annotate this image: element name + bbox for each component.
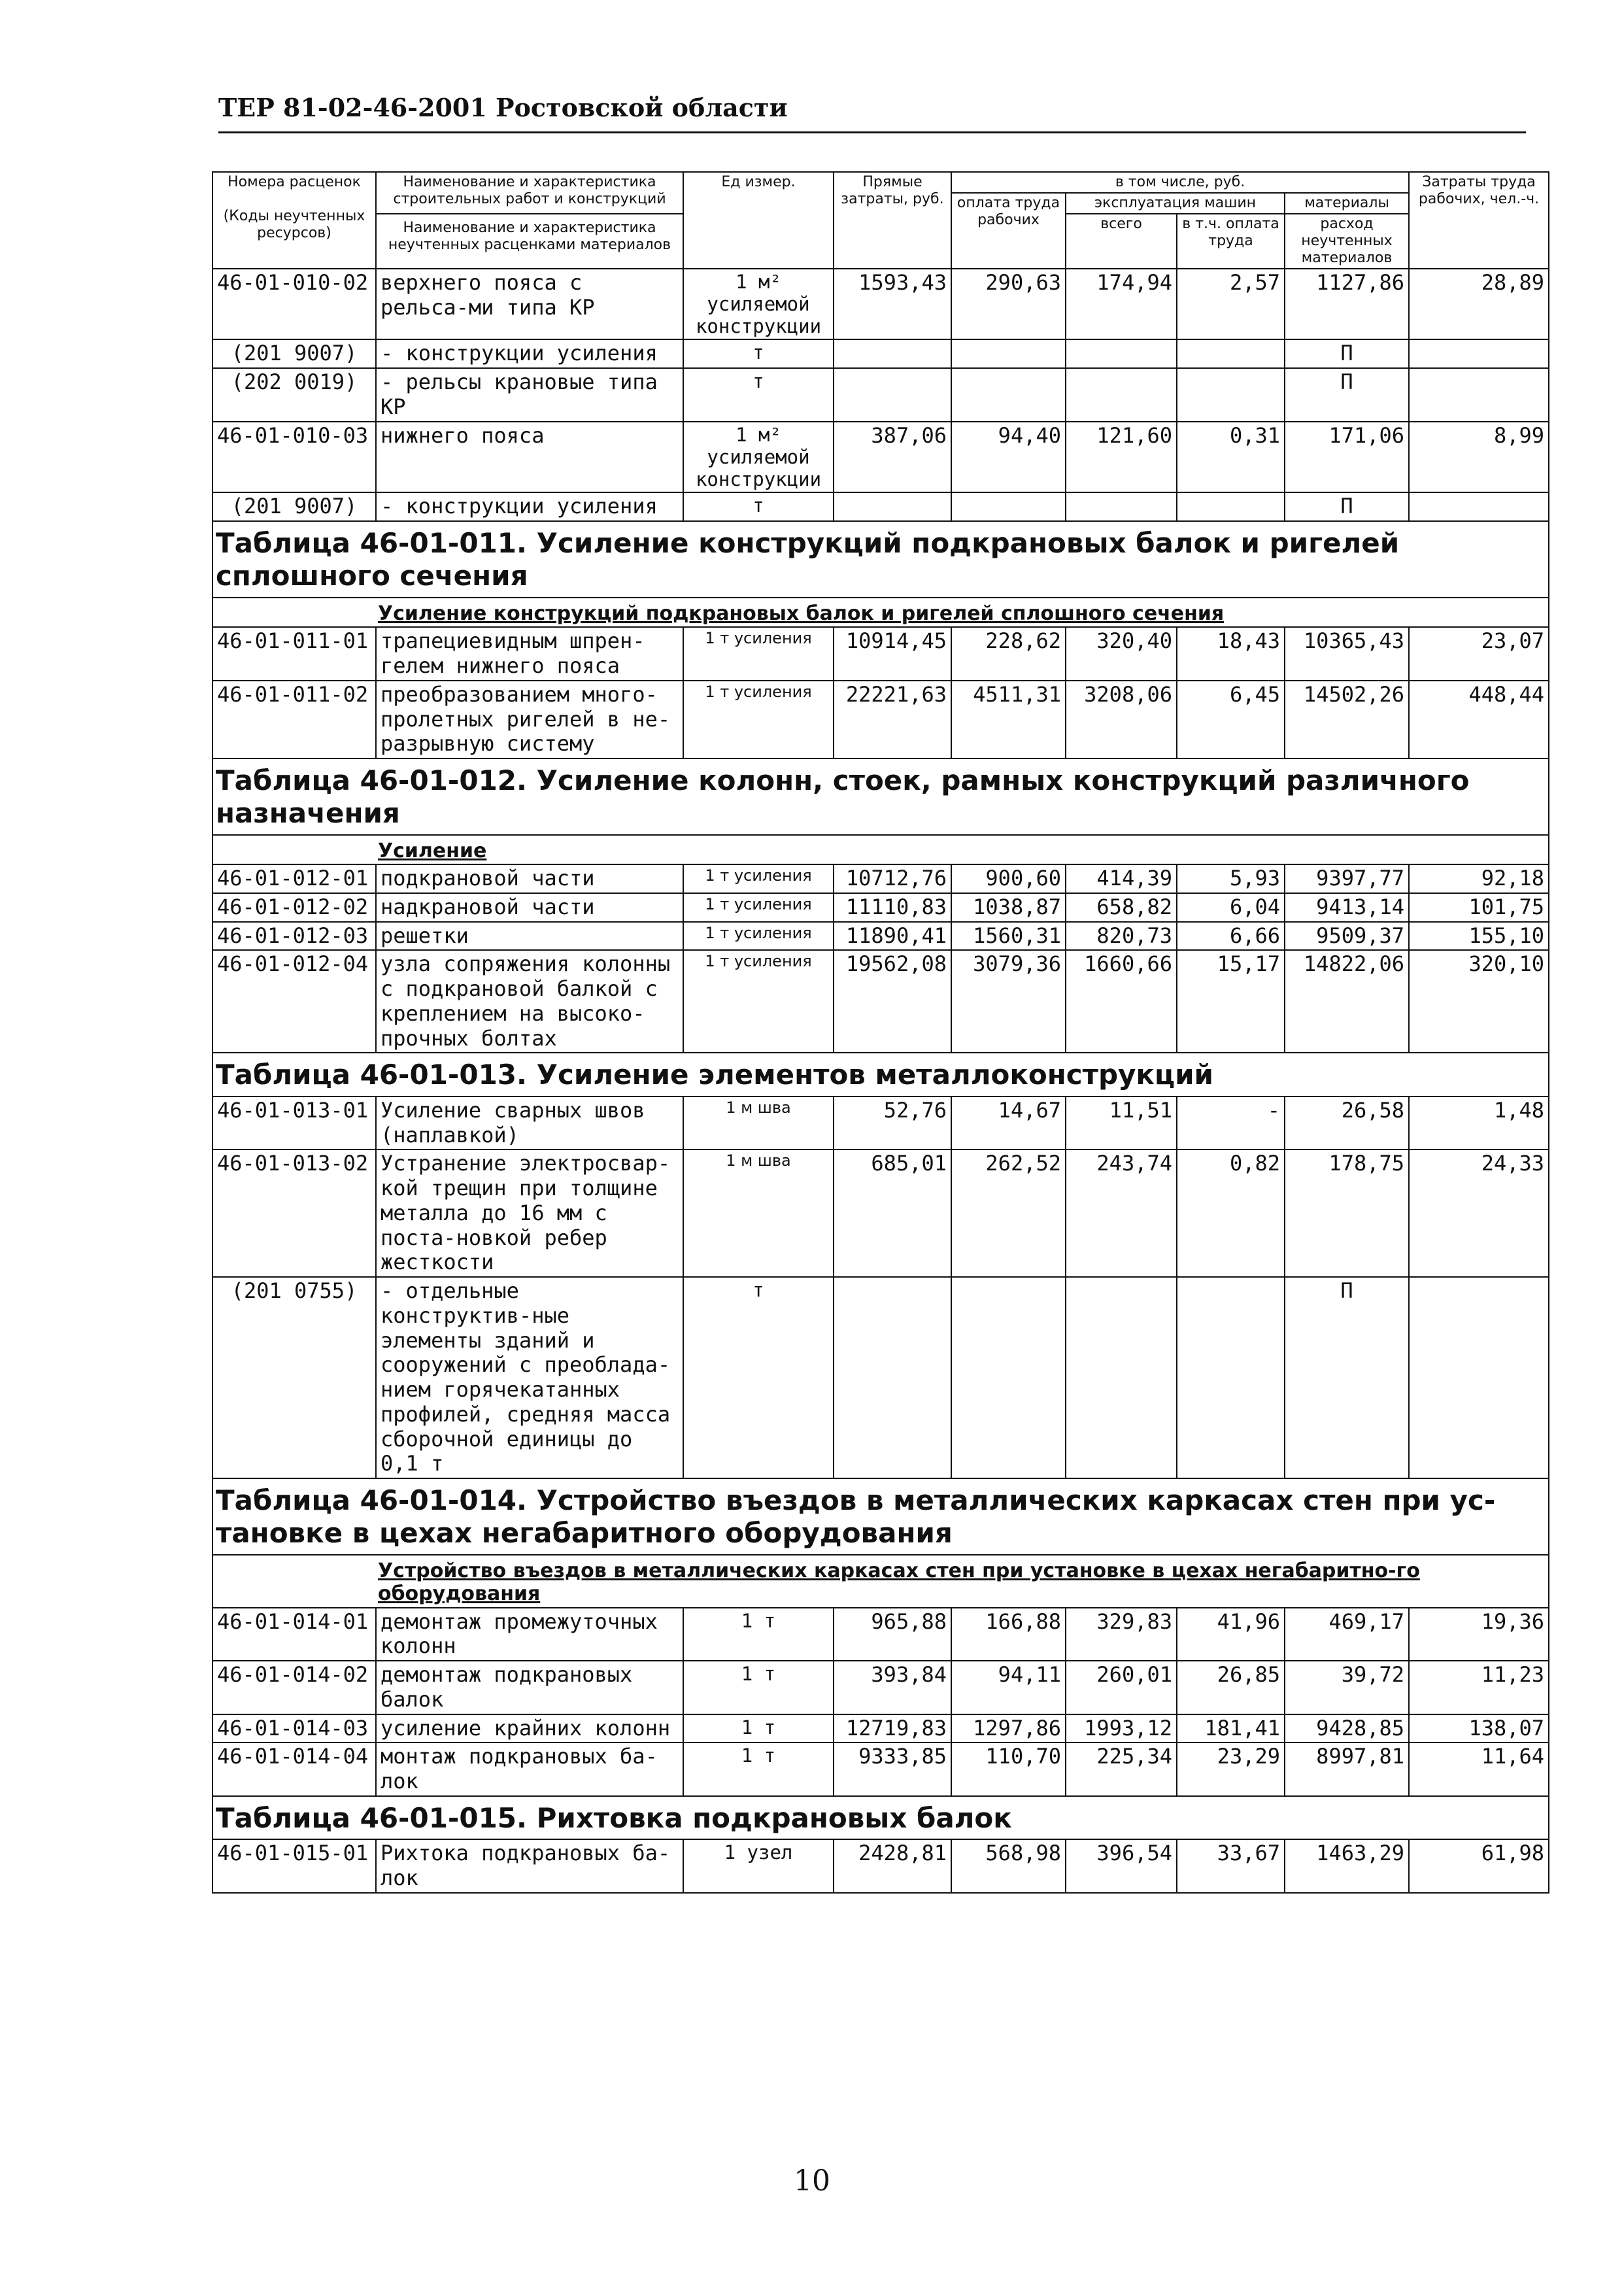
row-labor-pay [951,339,1066,368]
row-materials: 469,17 [1285,1608,1409,1661]
row-unit: 1 м² усиляемой конструкции [683,422,834,493]
row-direct-cost: 10914,45 [834,627,951,681]
row-code: 46-01-014-04 [212,1742,376,1796]
table-row [212,864,1549,893]
row-labor-pay [951,492,1066,521]
row-labor-hours: 1,48 [1409,1096,1549,1150]
row-labor-hours [1409,492,1549,521]
row-unit: 1 м шва [683,1096,834,1150]
row-machines-pay: 18,43 [1177,627,1285,681]
table-row [212,1149,1549,1277]
row-materials: 14502,26 [1285,681,1409,758]
row-labor-hours: 155,10 [1409,922,1549,951]
row-direct-cost: 393,84 [834,1661,951,1714]
table-row [212,681,1549,758]
row-machines-pay: 6,66 [1177,922,1285,951]
row-code: 46-01-010-02 [212,269,376,340]
row-materials: 9397,77 [1285,864,1409,893]
row-materials: 1463,29 [1285,1839,1409,1893]
table-row [212,1608,1549,1661]
row-labor-pay: 94,40 [951,422,1066,493]
section-table-011-title: Таблица 46-01-011. Усиление конструкций подкрановых балок и ригелей сплошного сечения [212,521,1549,598]
row-code: (201 9007) [212,492,376,521]
row-machines-total [1066,368,1177,422]
row-machines-total [1066,339,1177,368]
row-name: усиление крайних колонн [376,1714,683,1743]
row-labor-pay: 900,60 [951,864,1066,893]
table-row [212,1839,1549,1893]
row-code: (202 0019) [212,368,376,422]
row-machines-total: 243,74 [1066,1149,1177,1277]
row-code: 46-01-011-01 [212,627,376,681]
row-direct-cost [834,368,951,422]
row-machines-total: 414,39 [1066,864,1177,893]
row-labor-pay: 1297,86 [951,1714,1066,1743]
row-machines-pay: 181,41 [1177,1714,1285,1743]
col-code-bottom: (Коды неучтенных ресурсов) [223,207,365,241]
row-code: (201 9007) [212,339,376,368]
section-table-015-title: Таблица 46-01-015. Рихтовка подкрановых балок [212,1796,1549,1839]
row-direct-cost: 965,88 [834,1608,951,1661]
row-unit: 1 т усиления [683,893,834,922]
row-direct-cost [834,339,951,368]
col-code-top: Номера расценок [228,174,361,190]
section-table-012 [212,758,1549,835]
row-unit: 1 т усиления [683,681,834,758]
row-direct-cost: 22221,63 [834,681,951,758]
section-table-014 [212,1478,1549,1555]
row-materials: 9509,37 [1285,922,1409,951]
row-name: Усиление сварных швов (наплавкой) [376,1096,683,1150]
row-labor-hours: 11,23 [1409,1661,1549,1714]
row-unit: 1 т усиления [683,864,834,893]
row-machines-pay: 41,96 [1177,1608,1285,1661]
row-machines-pay: 0,31 [1177,422,1285,493]
subsection-table-014-text: Устройство въездов в металлических каркасах стен при установке в цехах негабаритно-го оборудования [212,1555,1549,1608]
col-unit-header: Ед измер. [683,172,834,269]
row-materials: 171,06 [1285,422,1409,493]
subsection-table-012-text: Усиление [212,835,1549,864]
row-code: (201 0755) [212,1277,376,1478]
row-direct-cost: 10712,76 [834,864,951,893]
col-code-header [212,172,376,269]
section-table-015 [212,1796,1549,1839]
row-machines-total: 174,94 [1066,269,1177,340]
row-materials: 26,58 [1285,1096,1409,1150]
row-labor-pay: 14,67 [951,1096,1066,1150]
row-machines-pay: 5,93 [1177,864,1285,893]
row-machines-pay: 23,29 [1177,1742,1285,1796]
row-labor-hours: 61,98 [1409,1839,1549,1893]
row-code: 46-01-014-02 [212,1661,376,1714]
row-name: - конструкции усиления [376,339,683,368]
row-labor-pay: 4511,31 [951,681,1066,758]
row-direct-cost: 387,06 [834,422,951,493]
row-name: трапециевидным шпрен-гелем нижнего пояса [376,627,683,681]
row-code: 46-01-012-03 [212,922,376,951]
table-row [212,1742,1549,1796]
row-unit: 1 т усиления [683,627,834,681]
row-code: 46-01-011-02 [212,681,376,758]
row-materials: 8997,81 [1285,1742,1409,1796]
row-labor-hours: 8,99 [1409,422,1549,493]
row-materials: П [1285,368,1409,422]
subsection-table-014 [212,1555,1549,1608]
row-unit: т [683,492,834,521]
row-name: верхнего пояса с рельса-ми типа КР [376,269,683,340]
table-row [212,1661,1549,1714]
table-row [212,1096,1549,1150]
row-machines-pay: 6,45 [1177,681,1285,758]
row-code: 46-01-013-02 [212,1149,376,1277]
row-labor-pay: 568,98 [951,1839,1066,1893]
row-machines-total: 658,82 [1066,893,1177,922]
row-direct-cost: 11110,83 [834,893,951,922]
row-materials: 9413,14 [1285,893,1409,922]
row-labor-pay: 228,62 [951,627,1066,681]
row-direct-cost: 52,76 [834,1096,951,1150]
row-direct-cost: 9333,85 [834,1742,951,1796]
row-code: 46-01-014-01 [212,1608,376,1661]
row-labor-hours [1409,368,1549,422]
col-name-bottom: Наименование и характеристика неучтенных расценками материалов [377,213,683,254]
row-direct-cost: 1593,43 [834,269,951,340]
row-machines-total: 820,73 [1066,922,1177,951]
row-direct-cost: 19562,08 [834,950,951,1053]
row-machines-total: 11,51 [1066,1096,1177,1150]
section-table-013 [212,1053,1549,1096]
row-materials: 178,75 [1285,1149,1409,1277]
row-machines-pay: 15,17 [1177,950,1285,1053]
row-labor-pay: 3079,36 [951,950,1066,1053]
price-table [212,171,1549,1894]
row-machines-total: 3208,06 [1066,681,1177,758]
row-code: 46-01-012-01 [212,864,376,893]
row-machines-pay [1177,339,1285,368]
page-header: ТЕР 81-02-46-2001 Ростовской области [218,93,1526,133]
row-name: узла сопряжения колонны с подкрановой балкой с креплением на высоко-прочных болтах [376,950,683,1053]
row-code: 46-01-010-03 [212,422,376,493]
row-materials: П [1285,1277,1409,1478]
row-machines-total: 1993,12 [1066,1714,1177,1743]
row-materials: 10365,43 [1285,627,1409,681]
row-labor-hours: 24,33 [1409,1149,1549,1277]
row-machines-total [1066,1277,1177,1478]
row-machines-total: 260,01 [1066,1661,1177,1714]
row-materials: 9428,85 [1285,1714,1409,1743]
row-unit: т [683,368,834,422]
table-row [212,1277,1549,1478]
row-machines-pay: 6,04 [1177,893,1285,922]
table-row [212,422,1549,493]
row-labor-hours [1409,339,1549,368]
col-laborpay-header: оплата труда рабочих [951,193,1066,269]
subsection-table-011-text: Усиление конструкций подкрановых балок и ригелей сплошного сечения [212,598,1549,627]
row-name: нижнего пояса [376,422,683,493]
row-name: демонтаж промежуточных колонн [376,1608,683,1661]
row-labor-hours: 138,07 [1409,1714,1549,1743]
row-machines-pay: - [1177,1096,1285,1150]
row-machines-total: 225,34 [1066,1742,1177,1796]
row-name: Рихтока подкрановых ба-лок [376,1839,683,1893]
page-number: 10 [794,2164,830,2198]
row-labor-pay [951,368,1066,422]
col-labor-header: Затраты труда рабочих, чел.-ч. [1409,172,1549,269]
section-table-011 [212,521,1549,598]
col-materials-header: материалы [1285,193,1409,214]
section-table-014-title: Таблица 46-01-014. Устройство въездов в металлических каркасах стен при ус-тановке в цехах негабаритного оборудования [212,1478,1549,1555]
section-table-013-title: Таблица 46-01-013. Усиление элементов металлоконструкций [212,1053,1549,1096]
table-header-row-1 [212,172,1549,193]
row-unit: 1 узел [683,1839,834,1893]
col-incl-header: в том числе, руб. [951,172,1409,193]
row-labor-pay [951,1277,1066,1478]
price-table-sheet [212,171,1548,1894]
row-name: Устранение электросвар-кой трещин при толщине металла до 16 мм с поста-новкой ребер жесткости [376,1149,683,1277]
row-machines-pay: 2,57 [1177,269,1285,340]
row-labor-hours: 28,89 [1409,269,1549,340]
section-table-012-title: Таблица 46-01-012. Усиление колонн, стоек, рамных конструкций различного назначения [212,758,1549,835]
row-machines-total: 320,40 [1066,627,1177,681]
col-direct-header: Прямые затраты, руб. [834,172,951,269]
subsection-table-011 [212,598,1549,627]
row-code: 46-01-013-01 [212,1096,376,1150]
table-row [212,492,1549,521]
row-unit: 1 т [683,1742,834,1796]
row-labor-pay: 1560,31 [951,922,1066,951]
row-machines-pay [1177,1277,1285,1478]
table-row [212,269,1549,340]
row-machines-pay [1177,368,1285,422]
row-code: 46-01-012-02 [212,893,376,922]
row-unit: 1 т усиления [683,922,834,951]
row-code: 46-01-015-01 [212,1839,376,1893]
row-unit: 1 м шва [683,1149,834,1277]
row-name: надкрановой части [376,893,683,922]
row-name: демонтаж подкрановых балок [376,1661,683,1714]
row-labor-pay: 94,11 [951,1661,1066,1714]
col-materials-sub-header: расход неучтенных материалов [1285,214,1409,269]
row-materials: 39,72 [1285,1661,1409,1714]
row-materials: П [1285,339,1409,368]
row-unit: 1 т [683,1661,834,1714]
row-labor-hours: 23,07 [1409,627,1549,681]
row-machines-pay: 33,67 [1177,1839,1285,1893]
table-row [212,922,1549,951]
table-row [212,1714,1549,1743]
col-name-top: Наименование и характеристика строительных работ и конструкций [393,174,666,207]
row-machines-total: 1660,66 [1066,950,1177,1053]
row-unit: т [683,339,834,368]
row-labor-hours: 92,18 [1409,864,1549,893]
row-direct-cost [834,492,951,521]
row-labor-hours: 11,64 [1409,1742,1549,1796]
row-labor-pay: 290,63 [951,269,1066,340]
col-machines-header: эксплуатация машин [1066,193,1285,214]
row-direct-cost: 12719,83 [834,1714,951,1743]
col-name-header [376,172,683,269]
col-machines-incl-header: в т.ч. оплата труда [1177,214,1285,269]
row-direct-cost: 11890,41 [834,922,951,951]
row-materials: 14822,06 [1285,950,1409,1053]
row-name: подкрановой части [376,864,683,893]
row-unit: 1 т усиления [683,950,834,1053]
col-machines-total-header: всего [1066,214,1177,269]
row-labor-hours: 101,75 [1409,893,1549,922]
row-labor-hours: 19,36 [1409,1608,1549,1661]
row-name: монтаж подкрановых ба-лок [376,1742,683,1796]
table-row [212,339,1549,368]
row-direct-cost [834,1277,951,1478]
table-row [212,627,1549,681]
row-labor-pay: 262,52 [951,1149,1066,1277]
table-row [212,368,1549,422]
table-row [212,950,1549,1053]
row-code: 46-01-014-03 [212,1714,376,1743]
row-materials: 1127,86 [1285,269,1409,340]
row-name: - отдельные конструктив-ные элементы зданий и сооружений с преоблада-нием горячекатанных профилей, средняя масса сборочной единицы до 0,1 т [376,1277,683,1478]
row-direct-cost: 685,01 [834,1149,951,1277]
row-machines-pay: 26,85 [1177,1661,1285,1714]
row-machines-total: 121,60 [1066,422,1177,493]
row-machines-total: 396,54 [1066,1839,1177,1893]
row-direct-cost: 2428,81 [834,1839,951,1893]
row-unit: т [683,1277,834,1478]
row-machines-pay: 0,82 [1177,1149,1285,1277]
row-name: преобразованием много-пролетных ригелей в не-разрывную систему [376,681,683,758]
row-labor-hours: 320,10 [1409,950,1549,1053]
row-labor-pay: 110,70 [951,1742,1066,1796]
row-materials: П [1285,492,1409,521]
row-machines-pay [1177,492,1285,521]
row-name: - конструкции усиления [376,492,683,521]
row-unit: 1 м² усиляемой конструкции [683,269,834,340]
row-machines-total: 329,83 [1066,1608,1177,1661]
subsection-table-012 [212,835,1549,864]
row-labor-pay: 1038,87 [951,893,1066,922]
row-name: - рельсы крановые типа КР [376,368,683,422]
row-machines-total [1066,492,1177,521]
row-code: 46-01-012-04 [212,950,376,1053]
row-labor-hours [1409,1277,1549,1478]
row-unit: 1 т [683,1608,834,1661]
row-labor-hours: 448,44 [1409,681,1549,758]
row-labor-pay: 166,88 [951,1608,1066,1661]
row-name: решетки [376,922,683,951]
row-unit: 1 т [683,1714,834,1743]
table-row [212,893,1549,922]
